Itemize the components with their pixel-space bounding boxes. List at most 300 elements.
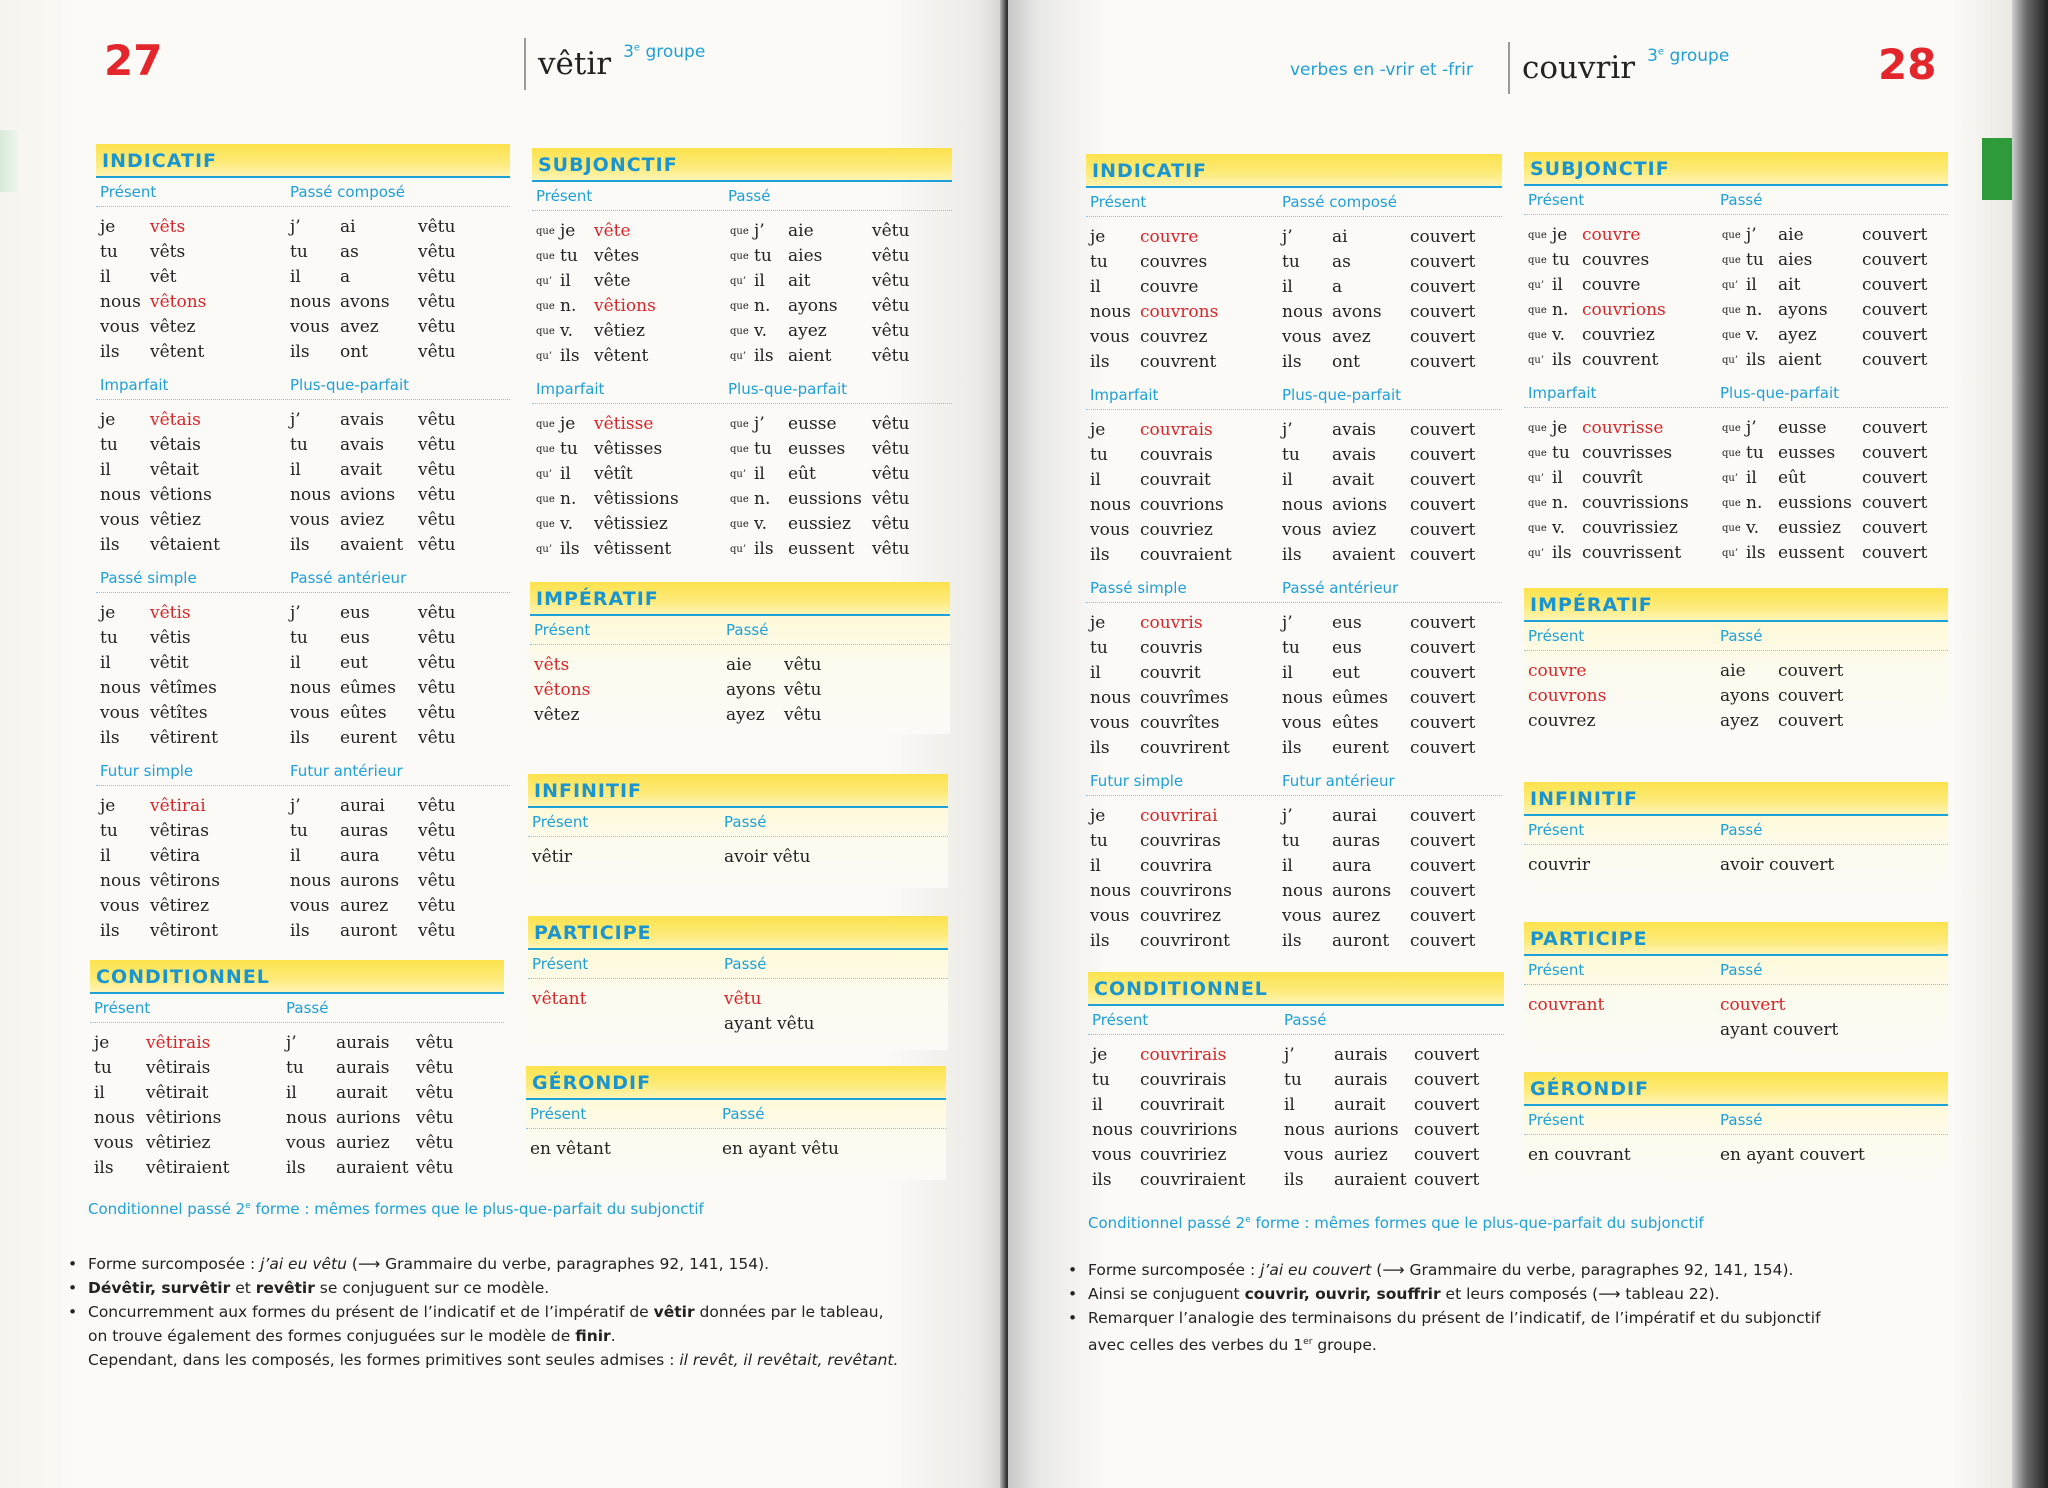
conjugated-form: qu’ — [1528, 473, 1545, 484]
section-title: INFINITIF — [528, 774, 948, 808]
conjugated-form: vêtu — [416, 1158, 454, 1178]
form-column — [788, 412, 872, 562]
conjugated-form: qu’ — [730, 276, 747, 287]
conjugated-form: eûmes — [1332, 688, 1388, 708]
conjugated-form: v. — [1746, 518, 1759, 538]
conjugated-form: couvrisses — [1582, 443, 1673, 463]
conjugated-form: v. — [1552, 518, 1565, 538]
conjugated-form: il — [754, 271, 765, 291]
conjugated-form: eusse — [788, 414, 837, 434]
conjugated-form: ils — [754, 346, 774, 366]
form-column — [1746, 223, 1778, 373]
remark-item: • Dévêtir, survêtir et revêtir se conjuguent sur ce modèle. — [68, 1279, 550, 1297]
conjugated-form: eûmes — [340, 678, 396, 698]
conjugated-form: ai — [340, 217, 356, 237]
conjugated-form: vêtu — [872, 464, 910, 484]
conjugated-form: vous — [1090, 520, 1130, 540]
form-column — [94, 1031, 146, 1181]
conjugated-form: qu’ — [1722, 280, 1739, 291]
form-column — [1862, 223, 1927, 373]
form-column — [1332, 418, 1410, 568]
conjugated-form: couvriront — [1140, 931, 1231, 951]
conjugated-form: vous — [290, 703, 330, 723]
form-column — [1282, 611, 1332, 761]
form-column — [290, 601, 340, 751]
conjugated-form: eus — [1332, 613, 1362, 633]
conjugated-form: couvrirez — [1140, 906, 1222, 926]
tense-label: Passé — [1720, 627, 1763, 645]
conjugated-form: je — [100, 796, 116, 816]
tense-label: Plus-que-parfait — [290, 376, 410, 394]
conjugated-form: qu’ — [1528, 548, 1545, 559]
form-column — [872, 412, 909, 562]
conjugated-form: vêtu — [418, 603, 456, 623]
participe-present: vêtant — [532, 989, 587, 1009]
conjugated-form: avaient — [340, 535, 404, 555]
conjugated-form: vêtu — [872, 539, 910, 559]
conjugated-form: avions — [1332, 495, 1388, 515]
conjugated-form: eussent — [1778, 543, 1845, 563]
form-column — [336, 1031, 416, 1181]
conjugated-form: que — [1528, 255, 1547, 266]
conjugated-form: que — [730, 251, 749, 262]
conjugated-form: vêtirais — [146, 1033, 211, 1053]
conjugated-form: tu — [1746, 250, 1764, 270]
section-title: SUBJONCTIF — [532, 148, 952, 182]
conjugated-form: couvrirai — [1140, 806, 1218, 826]
conjugated-form: tu — [1284, 1070, 1302, 1090]
conjugated-form: v. — [754, 321, 767, 341]
conjugated-form: nous — [290, 871, 331, 891]
conjugated-form: j’ — [754, 221, 765, 241]
conjugated-form: couvraient — [1140, 545, 1232, 565]
conjugated-form: que — [730, 419, 749, 430]
conjugated-form: vous — [100, 510, 140, 530]
form-column — [146, 1031, 286, 1181]
conjugated-form: avez — [1332, 327, 1371, 347]
form-column — [1410, 804, 1475, 954]
conjugated-form: que — [1528, 498, 1547, 509]
conjugated-form: il — [290, 846, 301, 866]
conjugated-form: couvririez — [1140, 1145, 1227, 1165]
conjugated-form: que — [730, 301, 749, 312]
conjugated-form: que — [1722, 230, 1741, 241]
form-column — [872, 219, 909, 369]
tense-label: Plus-que-parfait — [728, 380, 848, 398]
conjugated-form: j’ — [1284, 1045, 1295, 1065]
conjugated-form: couvris — [1140, 638, 1203, 658]
conjugated-form: vous — [286, 1133, 326, 1153]
conjugated-form: je — [1090, 806, 1106, 826]
conjugated-form: vous — [1090, 906, 1130, 926]
conjugated-form: nous — [286, 1108, 327, 1128]
conjugated-form: vêtu — [418, 846, 456, 866]
form-column — [560, 412, 594, 562]
conjugated-form: aie — [1778, 225, 1804, 245]
conjugated-form: vêtu — [418, 217, 456, 237]
conjugated-form: couvert — [1410, 420, 1476, 440]
conjugated-form: tu — [1092, 1070, 1110, 1090]
conjugated-form: ils — [100, 535, 120, 555]
conjugated-form: tu — [290, 242, 308, 262]
tense-label: Futur antérieur — [1282, 772, 1395, 790]
conjugated-form: couvrirais — [1140, 1070, 1227, 1090]
conjugated-form: que — [1528, 423, 1547, 434]
conjugated-form: vêtu — [416, 1058, 454, 1078]
tense-forms — [532, 404, 952, 568]
conjugated-form: couvrîmes — [1140, 688, 1229, 708]
conjugated-form: que — [1528, 448, 1547, 459]
conjugated-form: couvrirait — [1140, 1095, 1225, 1115]
conjugated-form: couvert — [1410, 856, 1476, 876]
conjugated-form: eus — [1332, 638, 1362, 658]
tense-forms — [1086, 796, 1502, 960]
verb-title: couvrir — [1522, 50, 1636, 86]
conditionnel-note: Conditionnel passé 2e forme : mêmes formes que le plus-que-parfait du subjonctif — [1088, 1214, 1704, 1232]
tense-forms — [1524, 408, 1948, 572]
conjugated-form: couvres — [1140, 252, 1208, 272]
conjugated-form: vêtu — [418, 728, 456, 748]
conjugated-form: vêtirai — [150, 796, 206, 816]
conjugated-form: vêtu — [872, 514, 910, 534]
tense-forms — [96, 593, 510, 757]
conjugated-form: vêts — [150, 217, 186, 237]
conjugated-form: tu — [1746, 443, 1764, 463]
conjugated-form: vêtons — [150, 292, 207, 312]
conjugated-form: n. — [1552, 300, 1569, 320]
conjugated-form: ils — [1092, 1170, 1112, 1190]
conjugated-form: eut — [1332, 663, 1360, 683]
form-column — [1140, 225, 1282, 375]
conjugated-form: couvert — [1410, 327, 1476, 347]
conjugated-form: n. — [1552, 493, 1569, 513]
page-number: 28 — [1878, 40, 1937, 89]
conjugated-form: que — [730, 494, 749, 505]
conjugated-form: couvert — [1862, 250, 1928, 270]
conjugated-form: aie — [726, 655, 752, 675]
conjugated-form: couvrisse — [1582, 418, 1664, 438]
conjugated-form: ayez — [1720, 711, 1759, 731]
tense-label: Passé composé — [290, 183, 405, 201]
conjugated-form: couvert — [1414, 1045, 1480, 1065]
conjugated-form: n. — [560, 296, 577, 316]
conjugated-form: il — [94, 1083, 105, 1103]
conjugated-form: qu’ — [536, 351, 553, 362]
tense-label: Futur simple — [100, 762, 194, 780]
conjugated-form: couvriez — [1582, 325, 1655, 345]
conjugated-form: vêtions — [150, 485, 212, 505]
subjonctif-section — [1524, 152, 1948, 572]
conjugated-form: qu’ — [730, 351, 747, 362]
form-column — [100, 215, 150, 365]
conjugated-form: nous — [100, 871, 141, 891]
conjugated-form: nous — [290, 292, 331, 312]
conjugated-form: avait — [340, 460, 383, 480]
tense-label: Passé — [722, 1105, 765, 1123]
conjugated-form: eut — [340, 653, 368, 673]
conjugated-form: couvert — [1414, 1120, 1480, 1140]
conjugated-form: couvert — [1410, 470, 1476, 490]
tense-label: Présent — [536, 187, 593, 205]
conjugated-form: couvre — [1582, 275, 1641, 295]
conjugated-form: vêtu — [872, 271, 910, 291]
tense-label: Présent — [100, 183, 157, 201]
form-column — [150, 408, 290, 558]
form-column — [1528, 416, 1550, 566]
conjugated-form: couvert — [1862, 518, 1928, 538]
conditionnel-section — [90, 960, 504, 1187]
conjugated-form: tu — [1552, 443, 1570, 463]
conjugated-form: vêtiez — [594, 321, 645, 341]
tense-label: Plus-que-parfait — [1720, 384, 1840, 402]
form-column — [1410, 418, 1475, 568]
tense-forms — [96, 786, 510, 950]
page-right — [1008, 0, 2012, 1488]
conjugated-form: couvert — [1410, 352, 1476, 372]
conjugated-form: aurez — [340, 896, 389, 916]
tense-label: Futur antérieur — [290, 762, 403, 780]
conjugated-form: ait — [788, 271, 811, 291]
remark-item: • Forme surcomposée : j’ai eu vêtu (⟶ Grammaire du verbe, paragraphes 92, 141, 154). — [68, 1255, 770, 1273]
conjugated-form: ils — [560, 539, 580, 559]
conjugated-form: vêtîtes — [150, 703, 208, 723]
tense-label: Passé — [724, 955, 767, 973]
conjugated-form: couvrions — [1582, 300, 1666, 320]
conjugated-form: j’ — [1282, 227, 1293, 247]
conjugated-form: vêtu — [418, 871, 456, 891]
conjugated-form: ont — [1332, 352, 1361, 372]
conjugated-form: ayez — [1778, 325, 1817, 345]
conjugated-form: ils — [1090, 545, 1110, 565]
conjugated-form: il — [290, 653, 301, 673]
conjugated-form: ils — [100, 342, 120, 362]
conjugated-form: j’ — [1282, 806, 1293, 826]
conjugated-form: aurais — [336, 1033, 390, 1053]
verb-group: 3e groupe — [623, 42, 706, 62]
conjugated-form: ils — [1552, 350, 1572, 370]
conjugated-form: vêtez — [150, 317, 196, 337]
conjugated-form: vêtait — [150, 460, 199, 480]
conjugated-form: couvert — [1410, 638, 1476, 658]
tense-forms — [1086, 217, 1502, 381]
conjugated-form: ils — [100, 921, 120, 941]
conjugated-form: qu’ — [730, 544, 747, 555]
form-column — [290, 794, 340, 944]
conjugated-form: n. — [754, 489, 771, 509]
conjugated-form: vous — [290, 510, 330, 530]
conjugated-form: vêtu — [418, 796, 456, 816]
conjugated-form: tu — [1282, 831, 1300, 851]
conjugated-form: que — [1528, 330, 1547, 341]
conjugated-form: qu’ — [1528, 280, 1545, 291]
conjugated-form: vêtisse — [594, 414, 654, 434]
conjugated-form: eusse — [1778, 418, 1827, 438]
conjugated-form: il — [100, 267, 111, 287]
conjugated-form: couvert — [1862, 418, 1928, 438]
conjugated-form: a — [1332, 277, 1343, 297]
conjugated-form: eussions — [1778, 493, 1852, 513]
conjugated-form: couvrit — [1140, 663, 1201, 683]
conjugated-form: aurions — [1334, 1120, 1399, 1140]
conjugated-form: ils — [94, 1158, 114, 1178]
conjugated-form: que — [1722, 330, 1741, 341]
conjugated-form: nous — [290, 678, 331, 698]
section-title: PARTICIPE — [528, 916, 948, 950]
conjugated-form: tu — [100, 628, 118, 648]
conjugated-form: je — [100, 410, 116, 430]
conjugated-form: couvrissions — [1582, 493, 1689, 513]
conjugated-form: ils — [1090, 931, 1110, 951]
conjugated-form: couvre — [1140, 277, 1199, 297]
conjugated-form: vêtions — [594, 296, 656, 316]
tense-label: Imparfait — [100, 376, 169, 394]
tense-forms — [532, 211, 952, 375]
tense-label: Passé — [1284, 1011, 1327, 1029]
conjugated-form: vêtu — [416, 1083, 454, 1103]
conjugated-form: auriez — [336, 1133, 390, 1153]
conjugated-form: vêtu — [418, 896, 456, 916]
form-column — [1722, 416, 1744, 566]
form-column — [536, 219, 558, 369]
conjugated-form: que — [536, 226, 555, 237]
form-column — [534, 653, 726, 728]
tense-label: Présent — [1528, 191, 1585, 209]
conjugated-form: v. — [560, 321, 573, 341]
conjugated-form: nous — [1090, 495, 1131, 515]
conjugated-form: nous — [1284, 1120, 1325, 1140]
verb-header — [524, 38, 705, 90]
conjugated-form: nous — [1092, 1120, 1133, 1140]
conjugated-form: vêts — [150, 242, 186, 262]
conjugated-form: vêtu — [418, 653, 456, 673]
conjugated-form: vêtu — [872, 489, 910, 509]
conjugated-form: vêtu — [784, 705, 822, 725]
gerondif-passe: en ayant couvert — [1720, 1145, 1865, 1165]
conjugated-form: aura — [1332, 856, 1372, 876]
conjugated-form: que — [536, 251, 555, 262]
conjugated-form: vous — [94, 1133, 134, 1153]
form-column — [150, 601, 290, 751]
conjugated-form: il — [1282, 277, 1293, 297]
conjugated-form: vous — [100, 896, 140, 916]
conjugated-form: ai — [1332, 227, 1348, 247]
conjugated-form: vêtu — [416, 1033, 454, 1053]
imperatif-section — [1524, 588, 1948, 740]
conjugated-form: vêtu — [872, 346, 910, 366]
form-column — [100, 408, 150, 558]
conjugated-form: vêtîmes — [150, 678, 217, 698]
conjugated-form: tu — [100, 821, 118, 841]
conjugated-form: vêtu — [418, 292, 456, 312]
conjugated-form: je — [1092, 1045, 1108, 1065]
form-column — [1528, 223, 1550, 373]
conjugated-form: ils — [286, 1158, 306, 1178]
conjugated-form: aurais — [1334, 1070, 1388, 1090]
conjugated-form: aurions — [336, 1108, 401, 1128]
conjugated-form: vêtu — [418, 821, 456, 841]
conjugated-form: il — [1284, 1095, 1295, 1115]
conjugated-form: eussiez — [788, 514, 851, 534]
conjugated-form: que — [1722, 523, 1741, 534]
section-title: CONDITIONNEL — [1088, 972, 1504, 1006]
conjugated-form: vêtu — [418, 678, 456, 698]
conjugated-form: couvert — [1410, 713, 1476, 733]
form-column — [1720, 659, 1778, 734]
tense-label: Passé simple — [1090, 579, 1187, 597]
form-column — [1528, 659, 1720, 734]
conjugated-form: vêtu — [872, 439, 910, 459]
conjugated-form: couvrions — [1140, 495, 1224, 515]
conjugated-form: nous — [100, 292, 141, 312]
indicatif-body — [96, 178, 510, 950]
conjugated-form: vêtirons — [150, 871, 220, 891]
conjugated-form: eûtes — [340, 703, 387, 723]
form-column — [1282, 804, 1332, 954]
gerondif-passe: en ayant vêtu — [722, 1139, 839, 1159]
conjugated-form: vêtu — [418, 485, 456, 505]
form-column — [340, 601, 418, 751]
conjugated-form: auront — [1332, 931, 1390, 951]
conjugated-form: il — [290, 267, 301, 287]
tense-label: Passé antérieur — [1282, 579, 1399, 597]
conjugated-form: qu’ — [1528, 355, 1545, 366]
conjugated-form: v. — [1746, 325, 1759, 345]
participe-present: couvrant — [1528, 995, 1605, 1015]
conjugated-form: vêtes — [594, 246, 640, 266]
conjugated-form: couvert — [1862, 443, 1928, 463]
conjugated-form: couvert — [1410, 520, 1476, 540]
conjugated-form: ils — [100, 728, 120, 748]
conjugated-form: ayons — [726, 680, 776, 700]
conjugated-form: couvert — [1410, 277, 1476, 297]
conjugated-form: que — [1528, 230, 1547, 241]
conjugated-form: auront — [340, 921, 398, 941]
conjugated-form: je — [560, 414, 576, 434]
header-divider — [1508, 42, 1510, 94]
conjugated-form: il — [100, 460, 111, 480]
tense-label: Passé — [1720, 961, 1763, 979]
conjugated-form: vêtît — [594, 464, 633, 484]
infinitif-passe: avoir vêtu — [724, 847, 811, 867]
conjugated-form: couvert — [1862, 543, 1928, 563]
conjugated-form: vêtu — [872, 296, 910, 316]
conjugated-form: j’ — [290, 410, 301, 430]
conjugated-form: auras — [1332, 831, 1381, 851]
conjugated-form: que — [1722, 448, 1741, 459]
conjugated-form: couvert — [1778, 686, 1844, 706]
conjugated-form: avais — [1332, 420, 1377, 440]
verb-header — [1508, 42, 1729, 94]
conjugated-form: vous — [1282, 906, 1322, 926]
conjugated-form: nous — [100, 678, 141, 698]
conjugated-form: v. — [560, 514, 573, 534]
conjugated-form: eusses — [788, 439, 846, 459]
verb-group: 3e groupe — [1647, 46, 1730, 66]
form-column — [418, 601, 455, 751]
section-title: INFINITIF — [1524, 782, 1948, 816]
conjugated-form: il — [1090, 470, 1101, 490]
conjugated-form: v. — [754, 514, 767, 534]
conjugated-form: couvrez — [1140, 327, 1208, 347]
conjugated-form: je — [1552, 225, 1568, 245]
tense-forms — [96, 400, 510, 564]
conjugated-form: ils — [1746, 543, 1766, 563]
conjugated-form: il — [100, 653, 111, 673]
conjugated-form: j’ — [290, 217, 301, 237]
conjugated-form: aviez — [340, 510, 385, 530]
tense-label: Passé — [726, 621, 769, 639]
conjugated-form: que — [536, 444, 555, 455]
